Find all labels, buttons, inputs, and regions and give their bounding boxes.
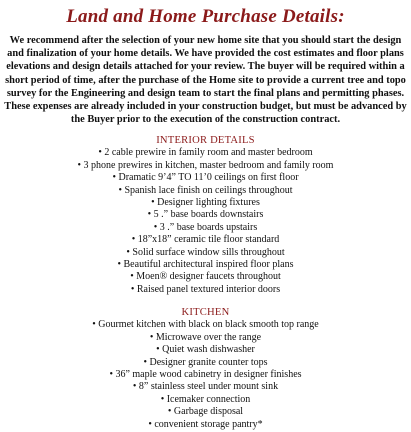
list-item: • Garbage disposal [167, 406, 244, 418]
kitchen-heading: KITCHEN [181, 307, 230, 319]
interior-details-list [0, 147, 411, 296]
list-item: • 36” maple wood cabinetry in designer finishes [109, 368, 302, 380]
intro-paragraph: We recommend after the selection of your new home site that you should start the design and finalization of your home details. We have provided the cost estimates and floor plans elevations and design details attached for your review. The buyer will be required within a short period of time, after the purchase of the Home site to provide a current tree and topo survey for the Engineering and design team to start the final plans and permitting phases. These expenses are already included in your construction budget, but must be advanced by the Buyer prior to the execution of the construction contract. [4, 35, 407, 126]
list-item: • 5 .” base boards downstairs [147, 209, 264, 221]
interior-details-heading: INTERIOR DETAILS [156, 135, 255, 147]
list-item: • Spanish lace finish on ceilings throughout [118, 184, 293, 196]
list-item: • Designer lighting fixtures [151, 197, 260, 209]
list-item: • 18”x18” ceramic tile floor standard [131, 234, 280, 246]
list-item: • Gourmet kitchen with black on black smooth top range [92, 319, 319, 331]
list-item: • 8” stainless steel under mount sink [132, 381, 279, 393]
list-item: • Moen® designer faucets throughout [130, 271, 281, 283]
list-item: • Raised panel textured interior doors [130, 283, 281, 295]
list-item: • Designer granite counter tops [143, 356, 268, 368]
list-item: • 3 .” base boards upstairs [153, 221, 258, 233]
list-item: • convenient storage pantry* [148, 418, 263, 430]
list-item: • 2 cable prewire in family room and master bedroom [98, 147, 313, 159]
kitchen-list [0, 319, 411, 431]
list-item: • Beautiful architectural inspired floor plans [117, 259, 294, 271]
list-item: • Microwave over the range [149, 331, 262, 343]
list-item: • 3 phone prewires in kitchen, master bedroom and family room [77, 159, 334, 171]
list-item: • Dramatic 9’4” TO 11’0 ceilings on first floor [112, 172, 299, 184]
page-title: Land and Home Purchase Details: [66, 6, 345, 27]
list-item: • Quiet wash dishwasher [156, 344, 255, 356]
list-item: • Solid surface window sills throughout [126, 246, 285, 258]
list-item: • Icemaker connection [160, 393, 251, 405]
